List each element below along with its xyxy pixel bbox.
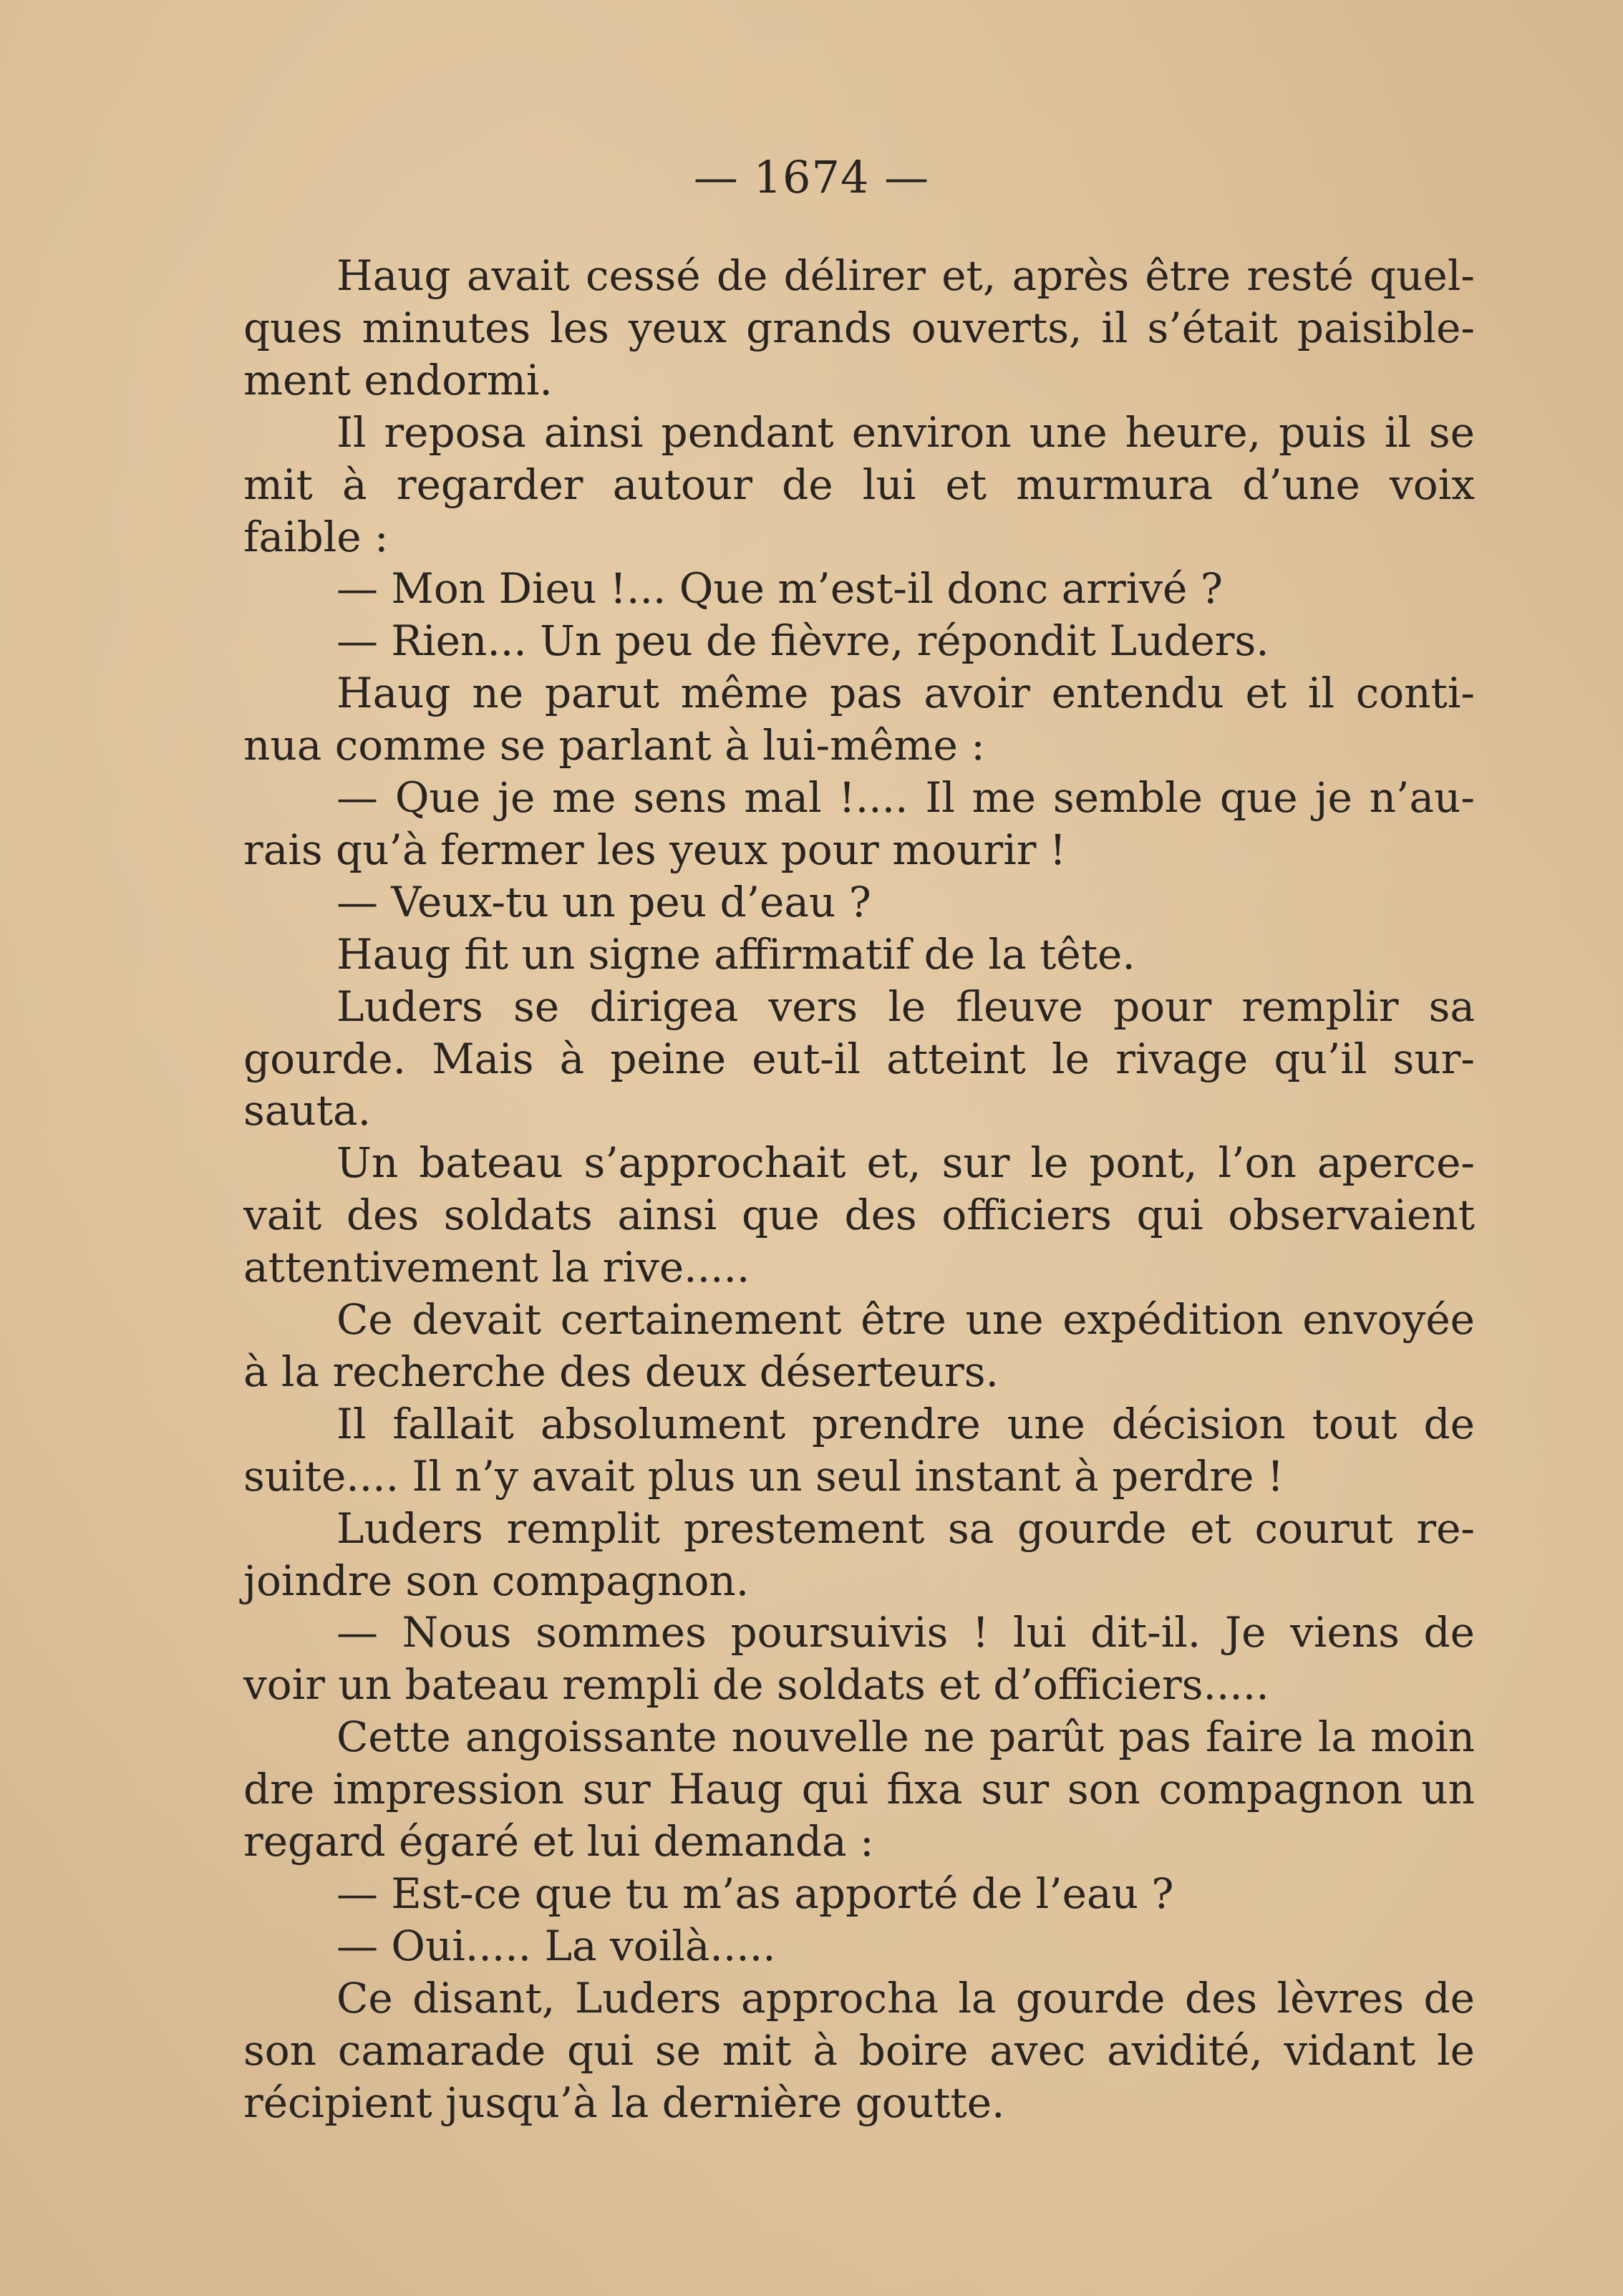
text-line: Il reposa ainsi pendant environ une heure, puis il se [336, 408, 1475, 457]
text-line: — Nous sommes poursuivis ! lui dit-il. Je viens de [336, 1608, 1475, 1657]
text-line: voir un bateau rempli de soldats et d’officiers..... [243, 1660, 1269, 1709]
text-line: à la recherche des deux déserteurs. [243, 1347, 999, 1396]
text-line: gourde. Mais à peine eut-il atteint le rivage qu’il sur- [243, 1035, 1475, 1083]
text-line: Cette angoissante nouvelle ne parût pas faire la moin [336, 1713, 1475, 1761]
text-line: Ce devait certainement être une expédition envoyée [336, 1295, 1475, 1344]
text-line: faible : [243, 513, 389, 561]
text-line: Haug ne parut même pas avoir entendu et il conti- [336, 669, 1475, 717]
text-line: — Que je me sens mal !.... Il me semble que je n’au- [336, 773, 1475, 822]
text-line: attentivement la rive..... [243, 1243, 750, 1292]
text-line: Il fallait absolument prendre une décision tout de [336, 1400, 1475, 1448]
page-number: — 1674 — [693, 151, 930, 203]
text-line: rais qu’à fermer les yeux pour mourir ! [243, 825, 1067, 874]
text-line: ment endormi. [243, 356, 553, 405]
text-line: joindre son compagnon. [243, 1556, 750, 1605]
text-line: récipient jusqu’à la dernière goutte. [243, 2078, 1005, 2127]
text-line: — Mon Dieu !... Que m’est-il donc arrivé ? [336, 564, 1223, 613]
text-line: mit à regarder autour de lui et murmura d’une voix [243, 460, 1475, 509]
text-line: Haug avait cessé de délirer et, après être resté quel- [336, 251, 1475, 300]
text-line: — Veux-tu un peu d’eau ? [336, 878, 871, 926]
text-line: regard égaré et lui demanda : [243, 1817, 874, 1866]
text-line: Ce disant, Luders approcha la gourde des lèvres de [336, 1974, 1475, 2023]
text-line: vait des soldats ainsi que des officiers qui observaient [243, 1191, 1475, 1239]
text-line: Luders se dirigea vers le fleuve pour remplir sa [336, 982, 1475, 1031]
text-line: Un bateau s’approchait et, sur le pont, l’on aperce- [336, 1138, 1475, 1187]
text-line: Luders remplit prestement sa gourde et courut re- [336, 1504, 1475, 1553]
text-line: dre impression sur Haug qui fixa sur son compagnon un [243, 1765, 1475, 1813]
text-line: son camarade qui se mit à boire avec avidité, vidant le [243, 2026, 1475, 2075]
text-line: ques minutes les yeux grands ouverts, il s’était paisible- [243, 304, 1475, 352]
text-line: nua comme se parlant à lui-même : [243, 721, 985, 770]
text-line: — Rien... Un peu de fièvre, répondit Luders. [336, 616, 1269, 665]
text-line: Haug fit un signe affirmatif de la tête. [336, 930, 1135, 979]
text-line: sauta. [243, 1086, 372, 1135]
text-line: — Oui..... La voilà..... [336, 1922, 776, 1970]
text-line: suite.... Il n’y avait plus un seul instant à perdre ! [243, 1452, 1284, 1501]
text-line: — Est-ce que tu m’as apporté de l’eau ? [336, 1869, 1174, 1918]
